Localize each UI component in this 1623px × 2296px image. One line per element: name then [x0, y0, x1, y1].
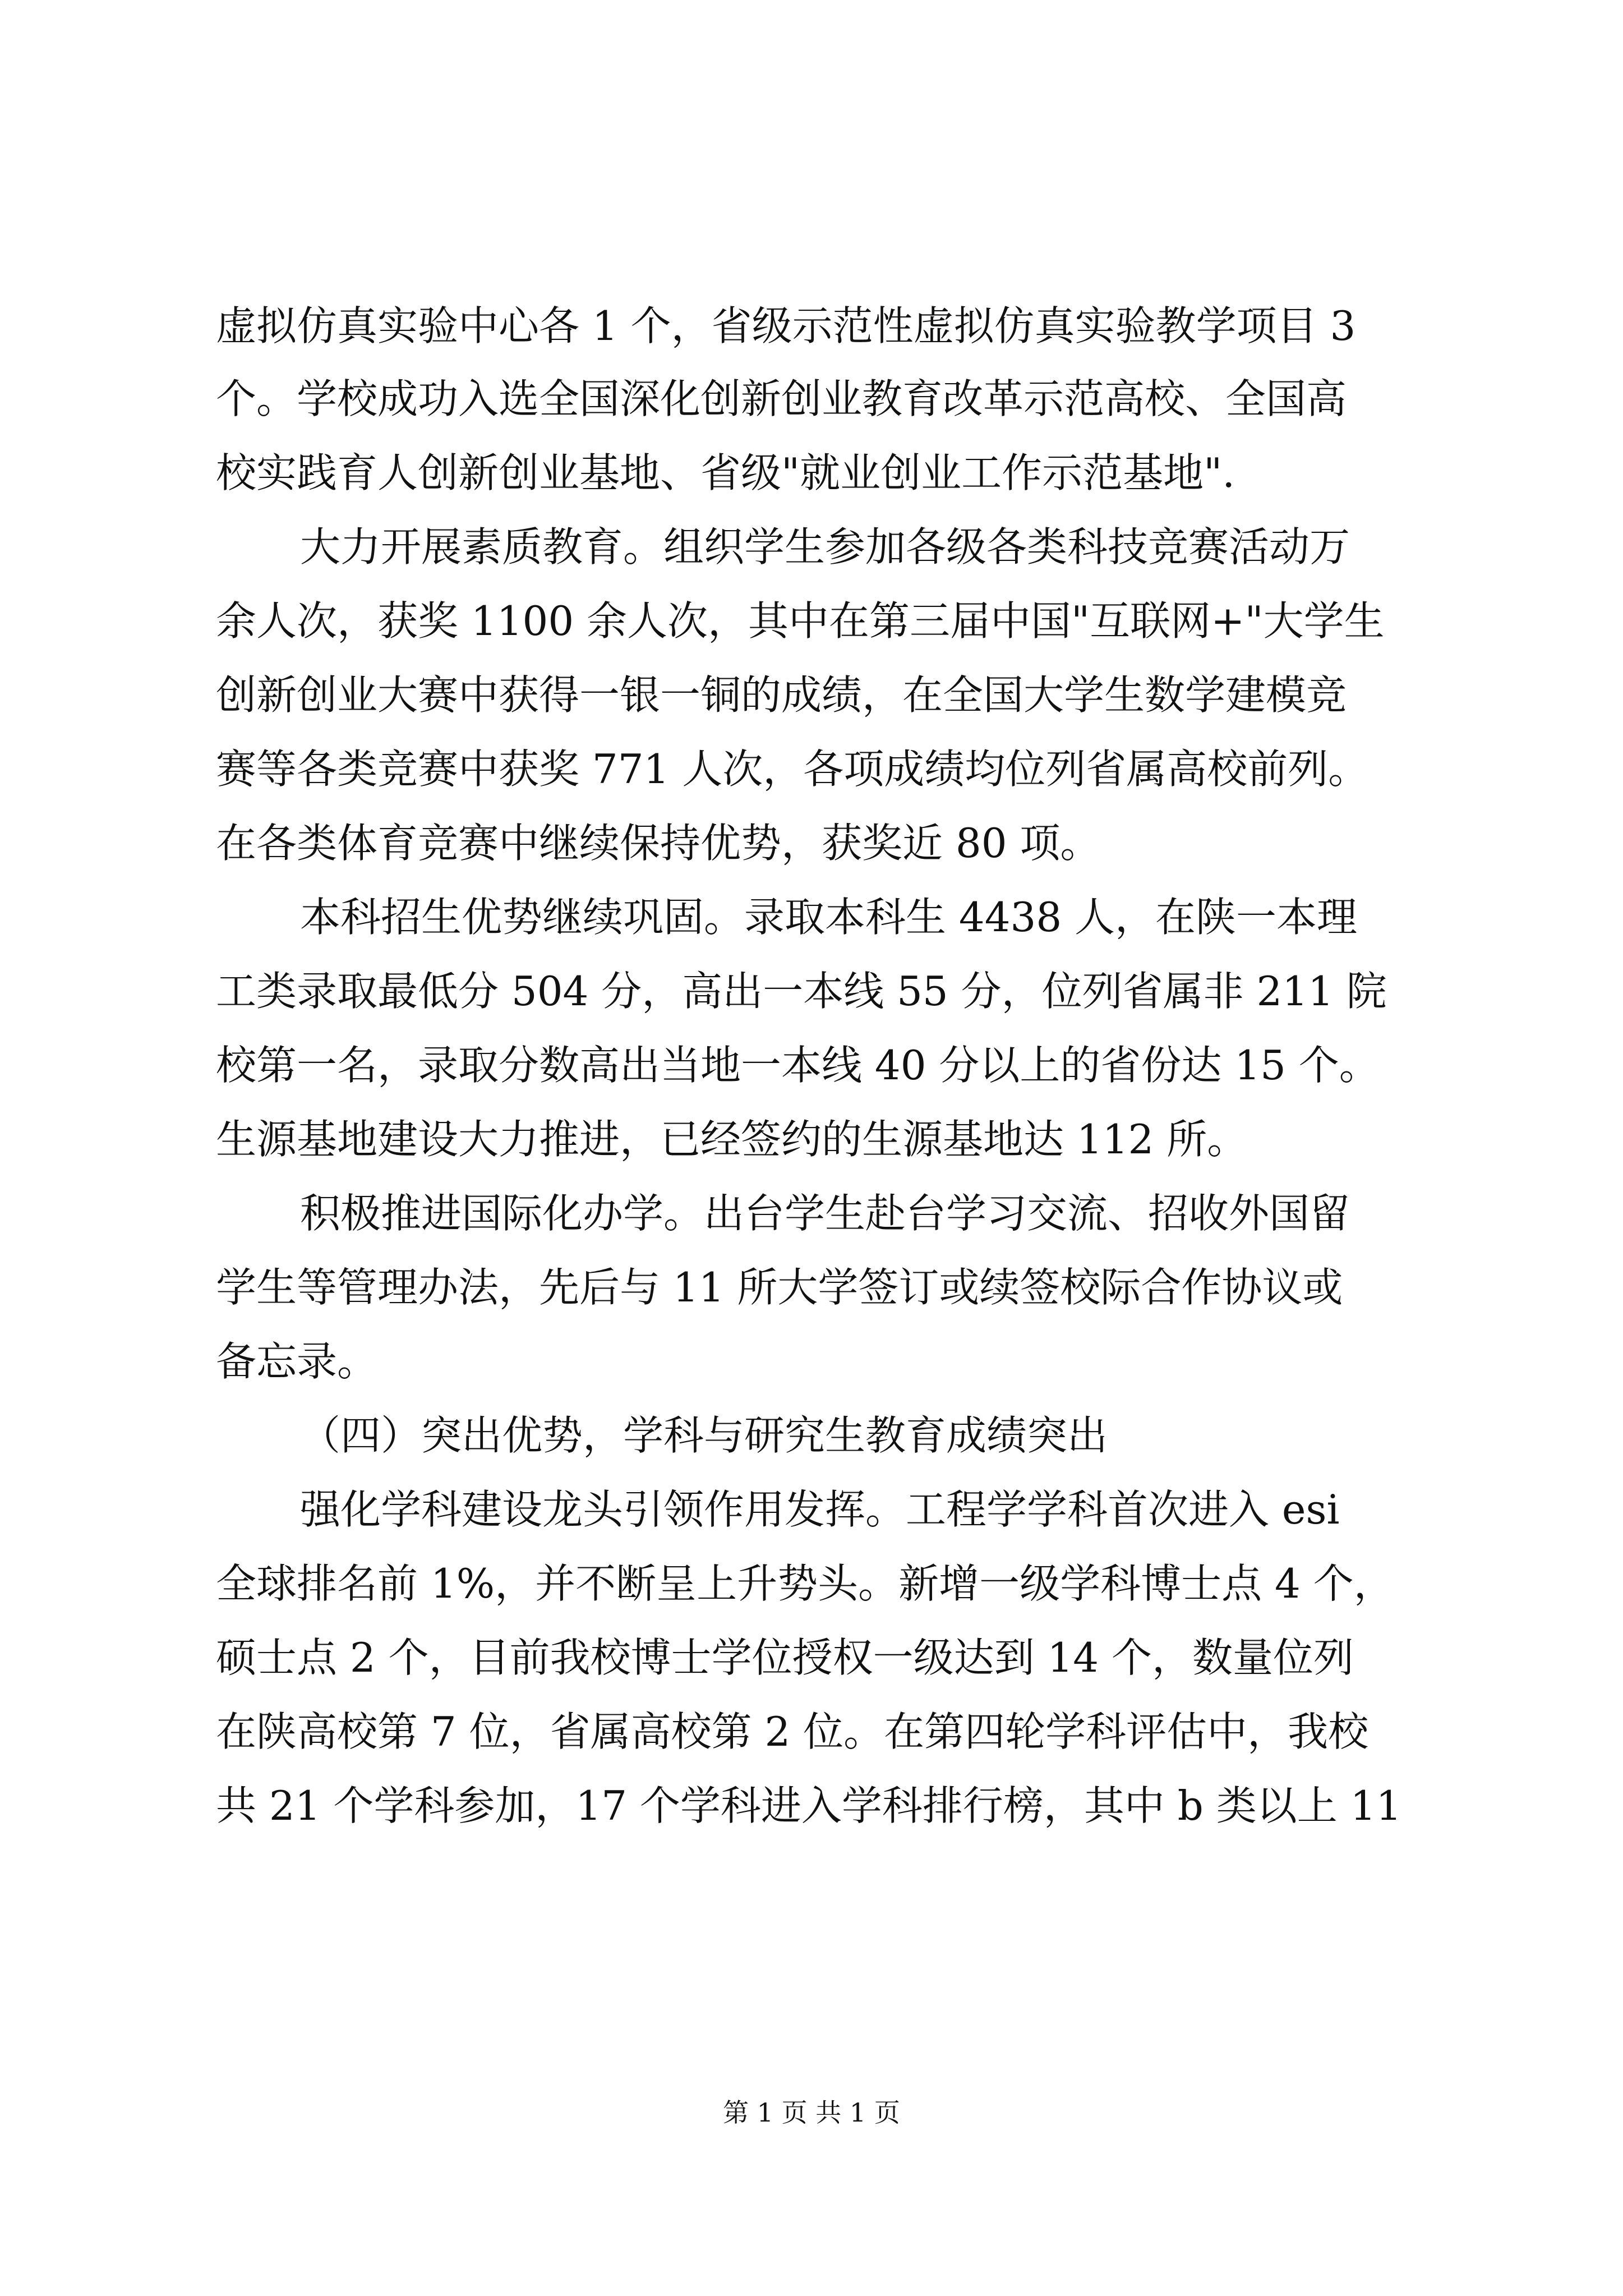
text-line: 余人次，获奖 1100 余人次，其中在第三届中国"互联网+"大学生 [216, 597, 1385, 645]
page-number-footer: 第 1 页 共 1 页 [723, 2097, 900, 2128]
text-line: 在各类体育竞赛中继续保持优势，获奖近 80 项。 [216, 820, 1101, 867]
text-line: 备忘录。 [216, 1338, 378, 1385]
text-line: 虚拟仿真实验中心各 1 个，省级示范性虚拟仿真实验教学项目 3 [216, 302, 1356, 349]
paragraph-start-line: 强化学科建设龙头引领作用发挥。工程学学科首次进入 esi [300, 1486, 1340, 1533]
text-line: 校实践育人创新创业基地、省级"就业创业工作示范基地". [216, 449, 1235, 496]
text-line: 共 21 个学科参加，17 个学科进入学科排行榜，其中 b 类以上 11 [216, 1782, 1402, 1829]
paragraph-start-line: 大力开展素质教育。组织学生参加各级各类科技竞赛活动万 [300, 523, 1350, 570]
paragraph-start-line: 积极推进国际化办学。出台学生赴台学习交流、招收外国留 [300, 1190, 1350, 1237]
text-line: 工类录取最低分 504 分，高出一本线 55 分，位列省属非 211 院 [216, 968, 1387, 1015]
paragraph-start-line: 本科招生优势继续巩固。录取本科生 4438 人，在陕一本理 [300, 894, 1358, 941]
text-line: 赛等各类竞赛中获奖 771 人次，各项成绩均位列省属高校前列。 [216, 746, 1369, 793]
text-line: 生源基地建设大力推进，已经签约的生源基地达 112 所。 [216, 1116, 1248, 1163]
text-line: 在陕高校第 7 位，省属高校第 2 位。在第四轮学科评估中，我校 [216, 1708, 1369, 1755]
text-line: 创新创业大赛中获得一银一铜的成绩，在全国大学生数学建模竞 [216, 671, 1347, 719]
text-line: 校第一名，录取分数高出当地一本线 40 分以上的省份达 15 个。 [216, 1042, 1380, 1089]
text-line: 全球排名前 1%，并不断呈上升势头。新增一级学科博士点 4 个， [216, 1560, 1394, 1607]
text-line: 学生等管理办法，先后与 11 所大学签订或续签校际合作协议或 [216, 1264, 1343, 1311]
section-heading: （四）突出优势，学科与研究生教育成绩突出 [300, 1412, 1108, 1459]
text-line: 硕士点 2 个，目前我校博士学位授权一级达到 14 个，数量位列 [216, 1634, 1354, 1681]
text-line: 个。学校成功入选全国深化创新创业教育改革示范高校、全国高 [216, 375, 1347, 422]
